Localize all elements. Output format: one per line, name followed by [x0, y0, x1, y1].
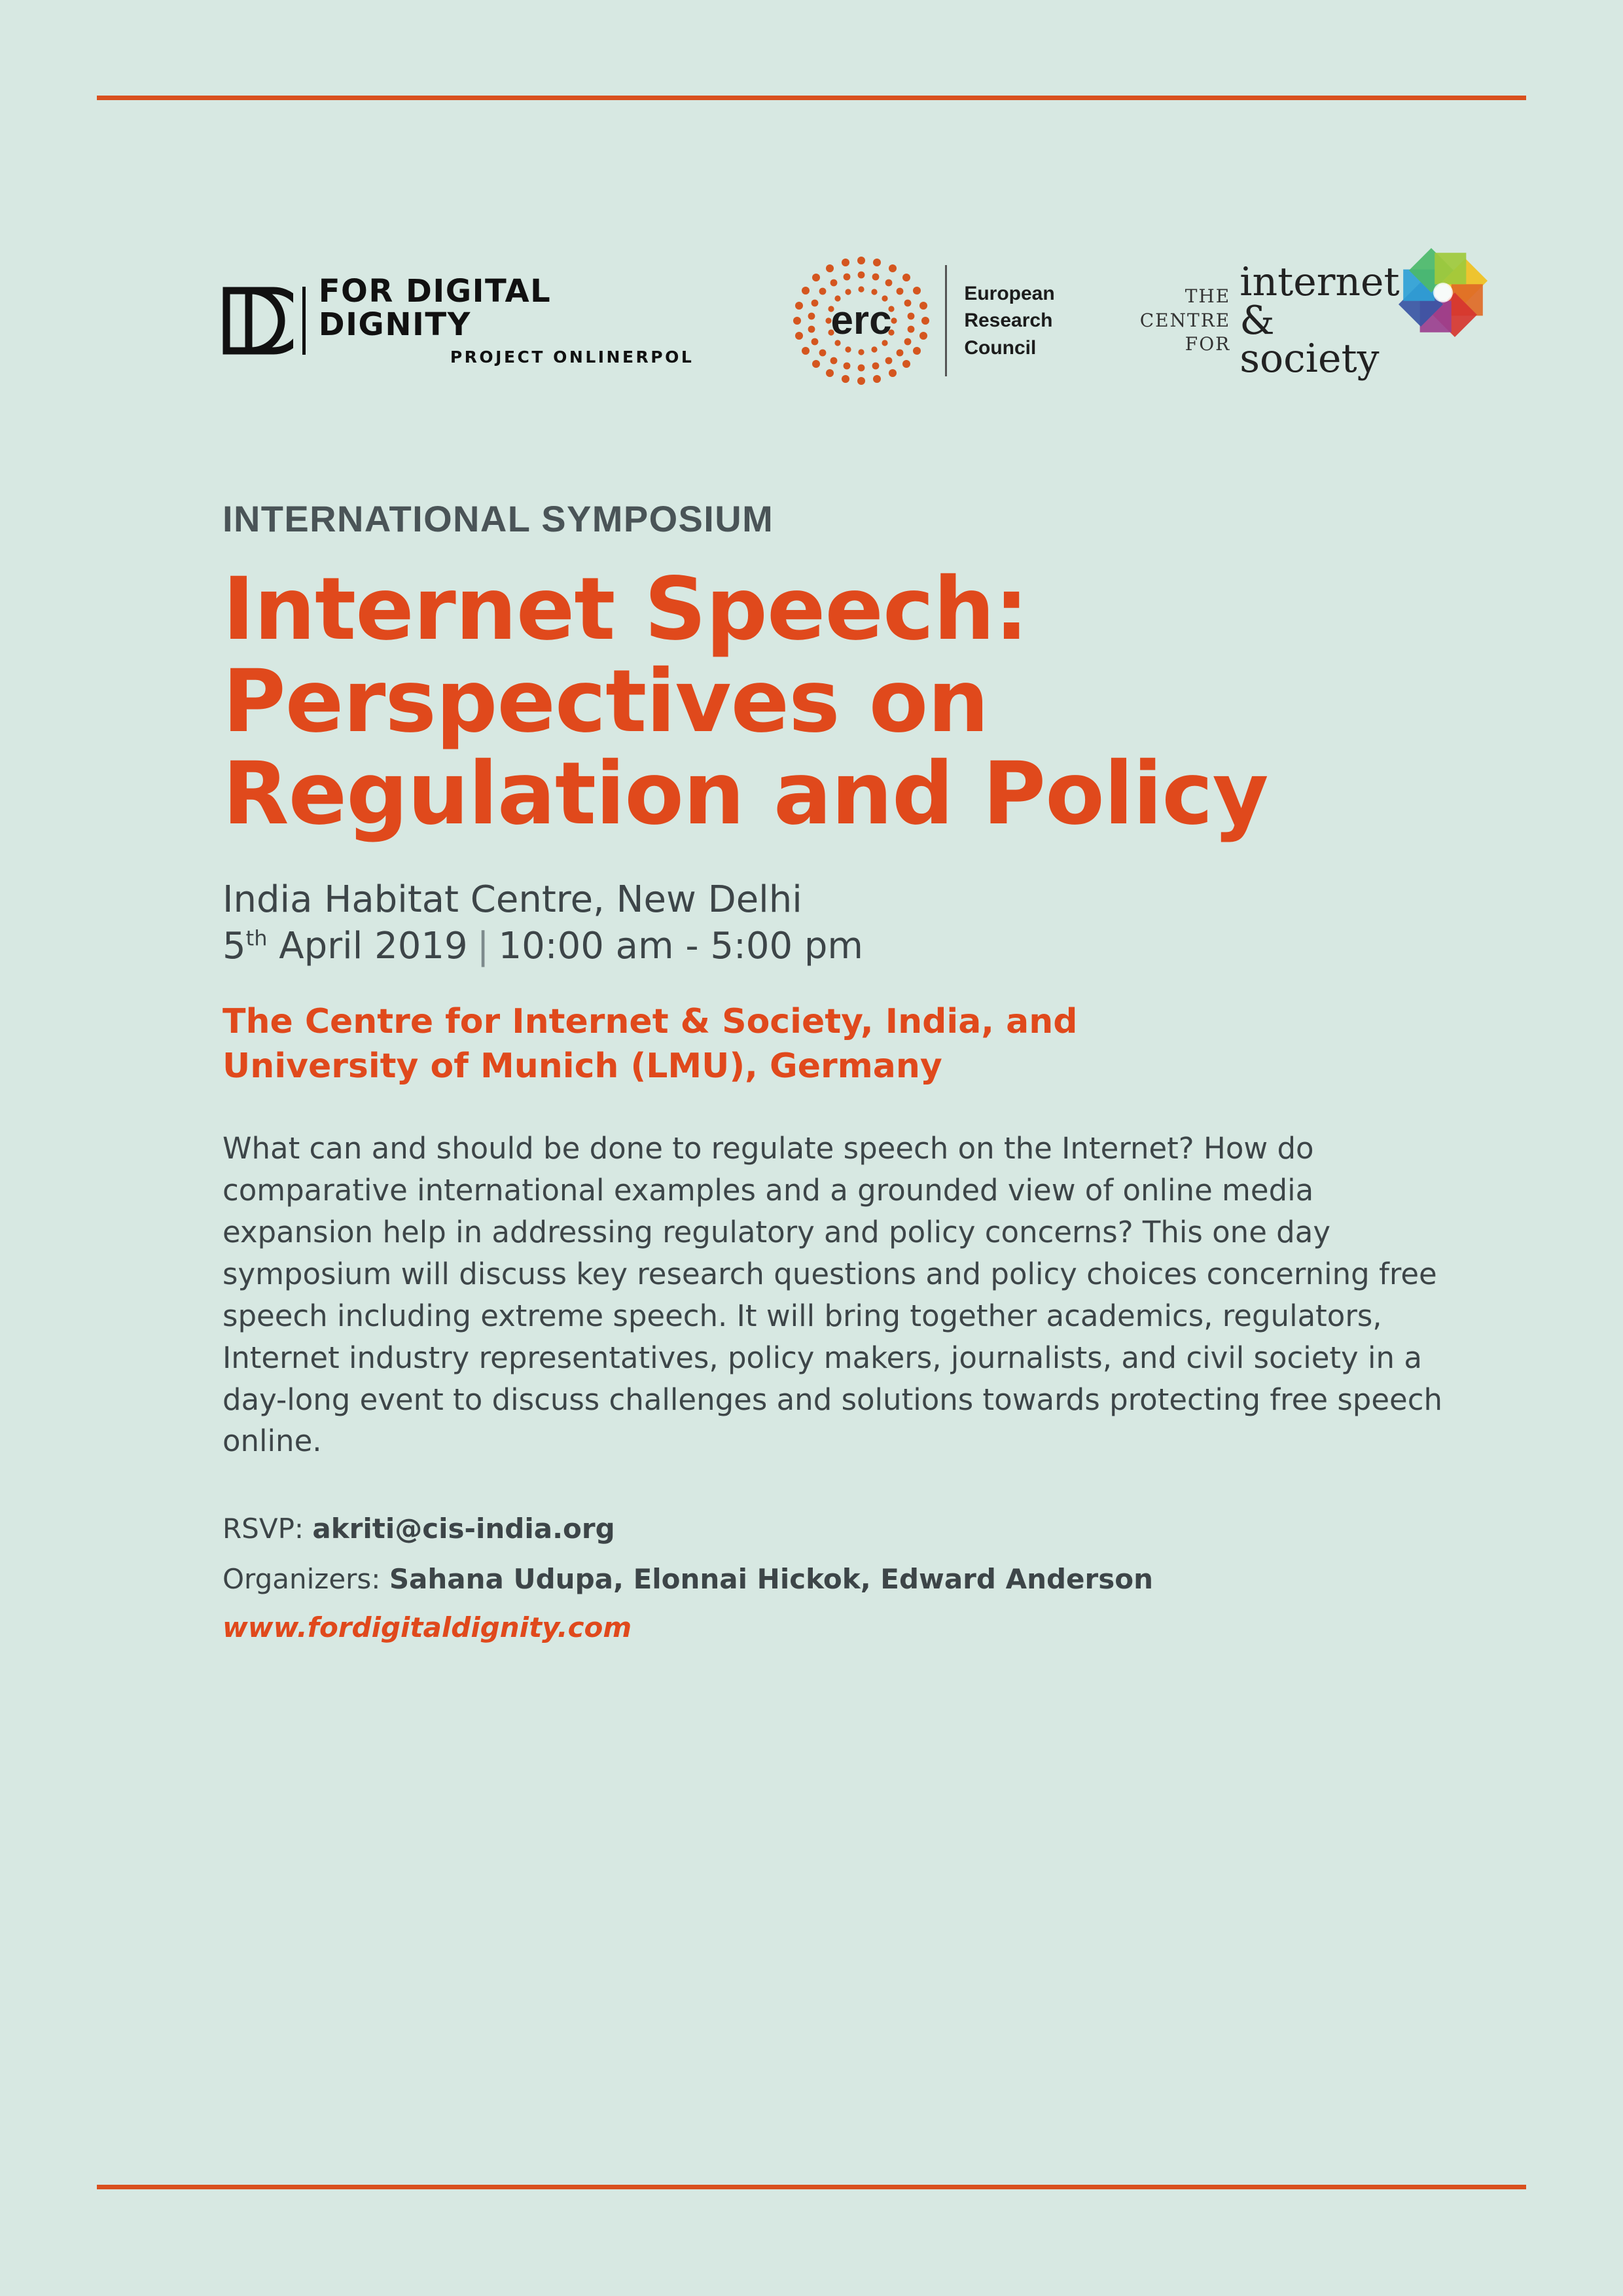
- erc-logo: [792, 251, 1054, 390]
- date-separator: |: [476, 925, 490, 968]
- cis-the: THE: [1185, 285, 1231, 307]
- rsvp-email[interactable]: akriti@cis-india.org: [312, 1513, 615, 1545]
- logo-row: [223, 236, 1505, 406]
- cis-prefix: [1140, 285, 1231, 357]
- date-time-line: [223, 923, 1466, 970]
- hosts-line-1: The Centre for Internet & Society, India, and: [223, 1002, 1078, 1042]
- cis-logo: [1139, 259, 1505, 382]
- erc-wordmark: [964, 280, 1054, 361]
- svg-text:erc: erc: [830, 298, 892, 343]
- title-line-1: Internet Speech:: [223, 559, 1028, 660]
- rsvp-line: [223, 1508, 1466, 1549]
- event-kicker: INTERNATIONAL SYMPOSIUM: [223, 498, 774, 539]
- erc-line-1: European: [964, 282, 1055, 304]
- date-ordinal: th: [245, 925, 268, 951]
- organizers-label: Organizers:: [223, 1563, 389, 1596]
- poster-content: [223, 497, 1466, 1643]
- digital-dignity-logo: [223, 275, 694, 367]
- date-rest: April 2019: [267, 925, 468, 968]
- dd-subtitle: PROJECT ONLINERPOL: [450, 347, 694, 367]
- organizers-names: Sahana Udupa, Elonnai Hickok, Edward Anderson: [389, 1563, 1153, 1596]
- dd-divider: [302, 287, 306, 355]
- website-link[interactable]: www.fordigitaldignity.com: [223, 1611, 632, 1644]
- event-time: 10:00 am - 5:00 pm: [498, 925, 863, 968]
- cis-internet: internet: [1240, 259, 1400, 305]
- venue-and-date: [223, 876, 1466, 970]
- cis-for: FOR: [1185, 333, 1231, 355]
- dd-title: FOR DIGITAL DIGNITY: [318, 273, 552, 343]
- organizers-line: [223, 1558, 1466, 1600]
- dd-monogram-icon: [223, 287, 293, 355]
- top-rule: [97, 96, 1526, 100]
- cis-flower-icon: [1381, 230, 1505, 355]
- erc-dot-circle-icon: [792, 251, 931, 390]
- erc-divider: [945, 265, 947, 376]
- erc-line-2: Research: [964, 310, 1053, 332]
- hosts-line-2: University of Munich (LMU), Germany: [223, 1046, 942, 1086]
- hosts: [223, 1000, 1466, 1088]
- cis-wordmark: [1139, 259, 1410, 382]
- cis-society: & society: [1240, 297, 1380, 382]
- page-title: [223, 559, 1466, 845]
- bottom-rule: [97, 2185, 1526, 2189]
- cis-centre: CENTRE: [1139, 309, 1231, 331]
- title-line-3: Regulation and Policy: [223, 744, 1268, 845]
- venue-text: India Habitat Centre, New Delhi: [223, 878, 802, 921]
- abstract-text: What can and should be done to regulate speech on the Internet? How do comparative international examples and a grounded view of online media expansion help in addressing regulatory and policy concerns? This one day symposium will discuss key research questions and policy choices concerning free speech including extreme speech. It will bring together academics, regulators, Internet industry representatives, policy makers, journalists, and civil society in a day-long event to discuss challenges and solutions towards protecting free speech online.: [223, 1131, 1442, 1459]
- abstract: [223, 1128, 1466, 1462]
- dd-wordmark: [319, 275, 694, 367]
- title-line-2: Perspectives on: [223, 651, 989, 753]
- erc-line-3: Council: [964, 336, 1037, 359]
- date-day: 5: [223, 925, 246, 968]
- rsvp-label: RSVP:: [223, 1513, 313, 1545]
